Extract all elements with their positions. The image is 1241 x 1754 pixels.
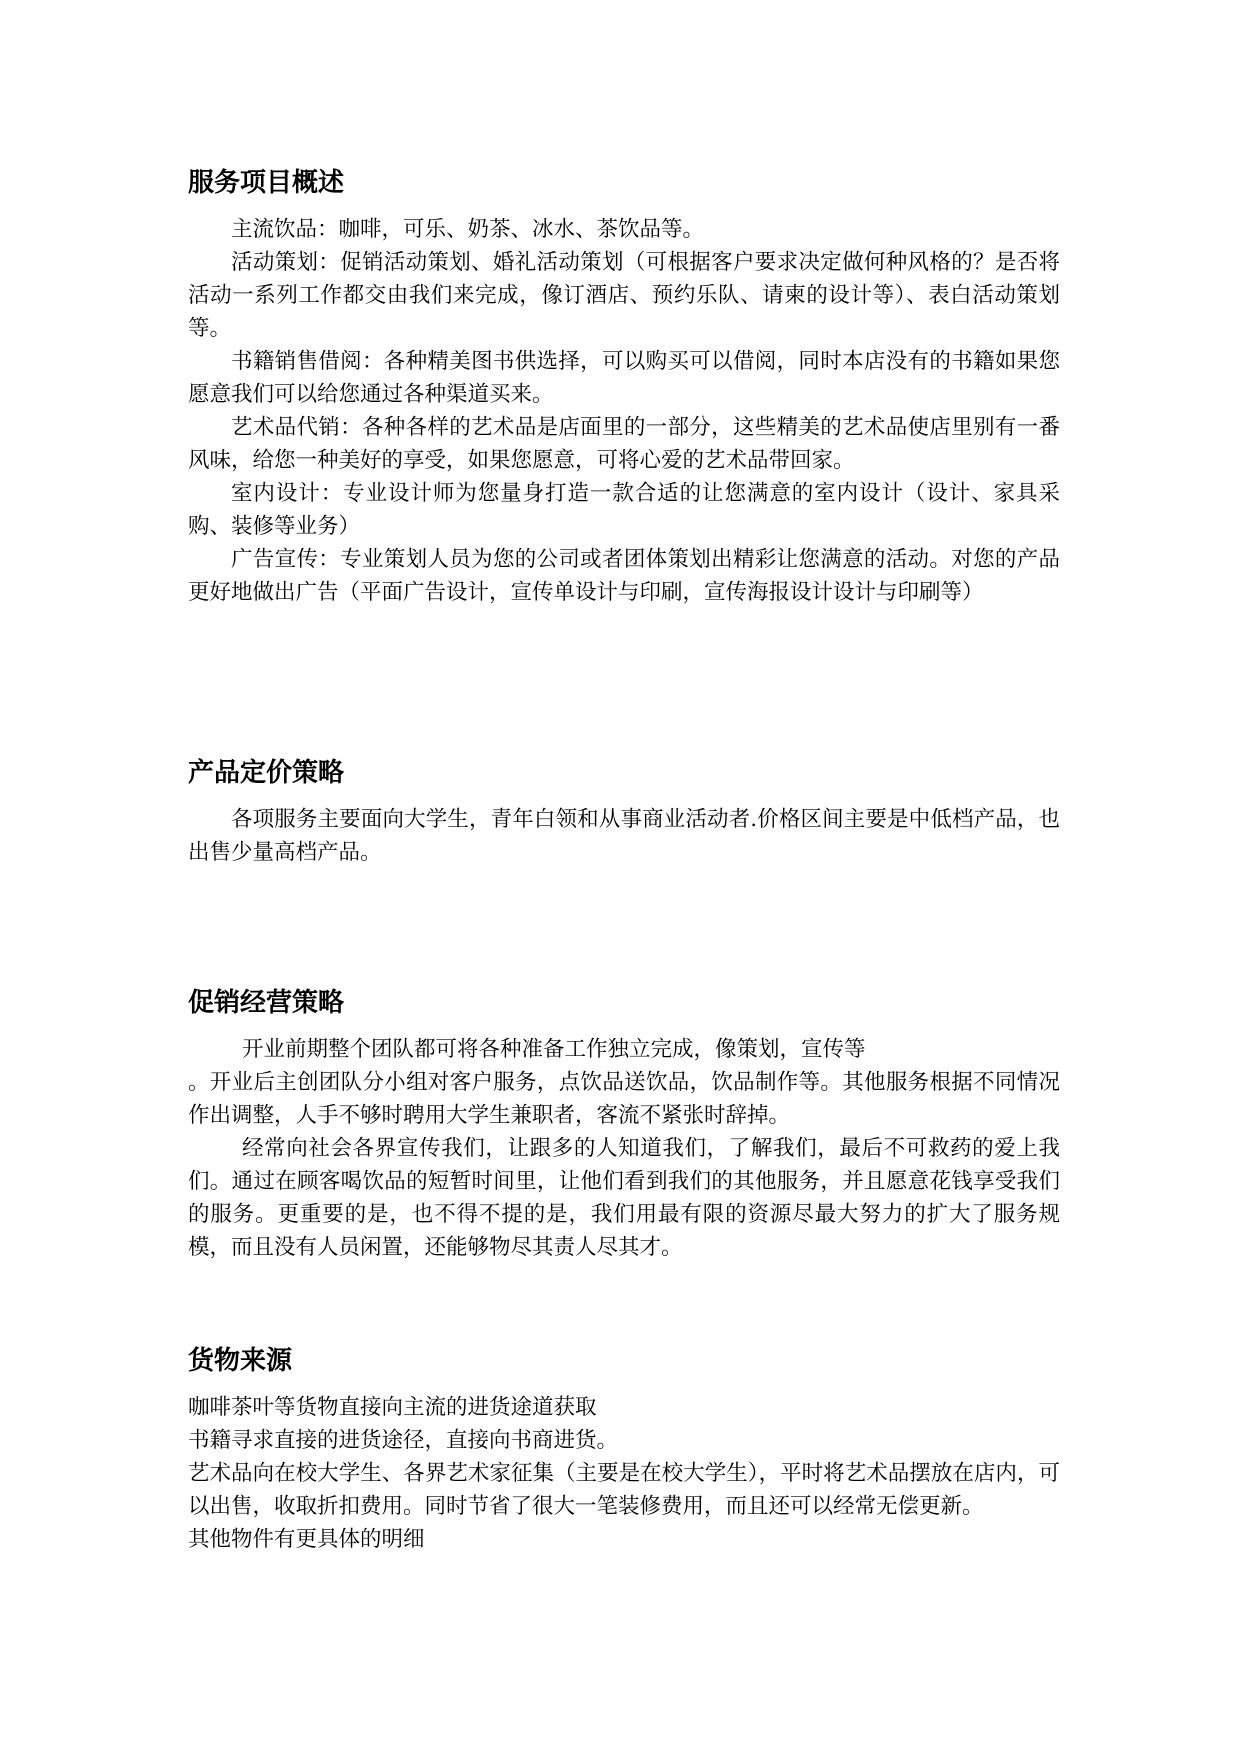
section-heading: 促销经营策略 — [188, 988, 345, 1018]
section-pricing-strategy — [188, 755, 1060, 869]
paragraph-art-source: 艺术品向在校大学生、各界艺术家征集（主要是在校大学生），平时将艺术品摆放在店内，可以出售，收取折扣费用。同时节省了很大一笔装修费用，而且还可以经常无偿更新。 — [188, 1461, 1060, 1519]
paragraph-book-sales: 书籍销售借阅：各种精美图书供选择，可以购买可以借阅，同时本店没有的书籍如果您愿意我们可以给您通过各种渠道买来。 — [188, 349, 1060, 407]
paragraph-advertising: 广告宣传：专业策划人员为您的公司或者团体策划出精彩让您满意的活动。对您的产品更好地做出广告（平面广告设计，宣传单设计与印刷，宣传海报设计设计与印刷等） — [188, 547, 1060, 605]
paragraph-book-source: 书籍寻求直接的进货途径，直接向书商进货。 — [188, 1428, 619, 1453]
section-promotion-strategy — [188, 985, 1060, 1264]
section-goods-source — [188, 1343, 1060, 1556]
paragraph-event-planning: 活动策划：促销活动策划、婚礼活动策划（可根据客户要求决定做何种风格的？是否将活动一系列工作都交由我们来完成，像订酒店、预约乐队、请柬的设计等）、表白活动策划等。 — [188, 250, 1060, 341]
paragraph-interior-design: 室内设计：专业设计师为您量身打造一款合适的让您满意的室内设计（设计、家具采购、装修等业务） — [188, 481, 1060, 539]
paragraph-publicity: 经常向社会各界宣传我们，让跟多的人知道我们，了解我们，最后不可救药的爱上我们。通过在顾客喝饮品的短暂时间里，让他们看到我们的其他服务，并且愿意花钱享受我们的服务。更重要的是，也不得不提的是，我们用最有限的资源尽最大努力的扩大了服务规模，而且没有人员闲置，还能够物尽其责人尽其才。 — [188, 1136, 1060, 1260]
section-heading: 服务项目概述 — [188, 168, 345, 198]
paragraph-other-items: 其他物件有更具体的明细 — [188, 1527, 425, 1552]
paragraph-art-consignment: 艺术品代销：各种各样的艺术品是店面里的一部分，这些精美的艺术品使店里别有一番风味，给您一种美好的享受，如果您愿意，可将心爱的艺术品带回家。 — [188, 415, 1060, 473]
section-service-overview — [188, 165, 1060, 609]
section-heading: 产品定价策略 — [188, 758, 345, 788]
paragraph-coffee-tea-source: 咖啡茶叶等货物直接向主流的进货途道获取 — [188, 1395, 597, 1420]
paragraph-post-opening: 。开业后主创团队分小组对客户服务，点饮品送饮品，饮品制作等。其他服务根据不同情况作出调整，人手不够时聘用大学生兼职者，客流不紧张时辞掉。 — [188, 1070, 1060, 1128]
paragraph-pricing: 各项服务主要面向大学生，青年白领和从事商业活动者.价格区间主要是中低档产品，也出售少量高档产品。 — [188, 807, 1060, 865]
section-heading: 货物来源 — [188, 1346, 293, 1376]
paragraph-drinks: 主流饮品：咖啡，可乐、奶茶、冰水、茶饮品等。 — [231, 217, 705, 242]
paragraph-pre-opening: 开业前期整个团队都可将各种准备工作独立完成，像策划，宣传等 — [242, 1037, 866, 1062]
